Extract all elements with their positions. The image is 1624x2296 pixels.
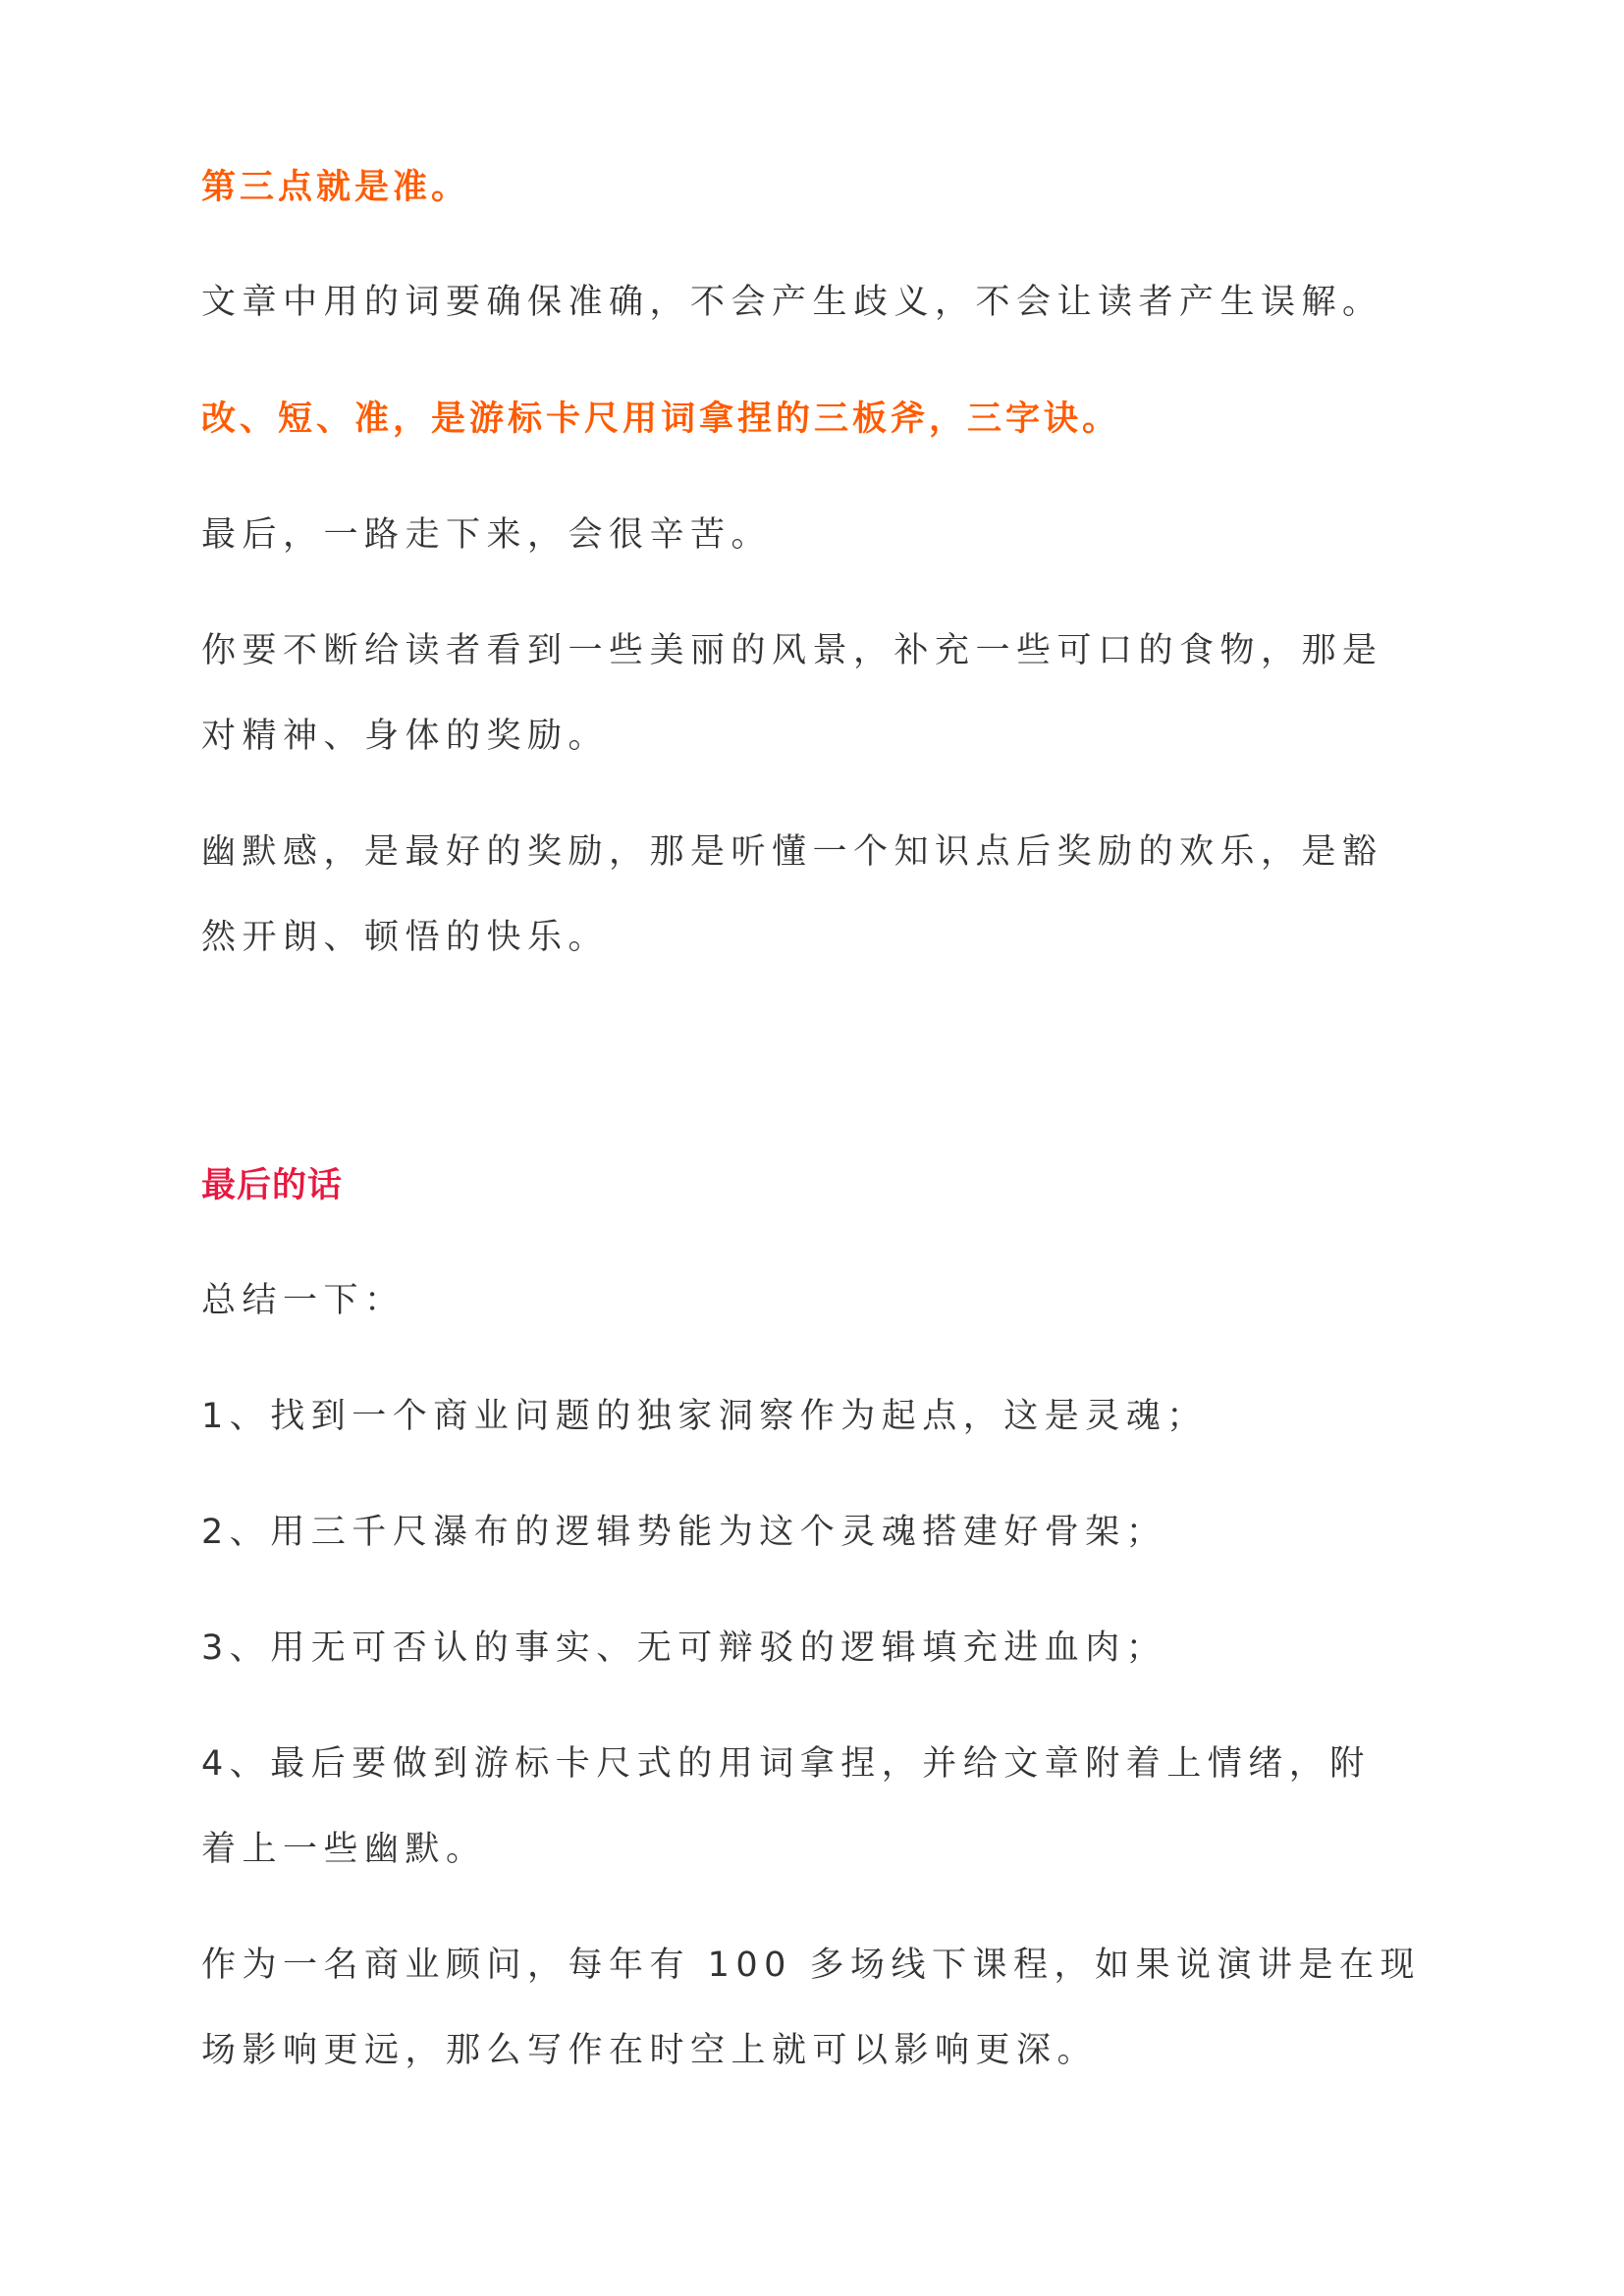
summary-item: 1、找到一个商业问题的独家洞察作为起点，这是灵魂； (201, 1397, 1208, 1436)
humor-paragraph-line-1: 幽默感，是最好的奖励，那是听懂一个知识点后奖励的欢乐，是豁 (201, 832, 1383, 872)
reward-paragraph-line-1: 你要不断给读者看到一些美丽的风景，补充一些可口的食物，那是 (201, 631, 1383, 670)
hard-journey-paragraph: 最后，一路走下来，会很辛苦。 (201, 515, 773, 555)
final-section-title: 最后的话 (201, 1166, 344, 1205)
point-three-heading: 第三点就是准。 (201, 168, 470, 207)
three-axe-summary: 改、短、准，是游标卡尺用词拿捏的三板斧，三字诀。 (201, 400, 1121, 439)
closing-paragraph-line-1: 作为一名商业顾问，每年有 100 多场线下课程，如果说演讲是在现 (201, 1946, 1422, 1985)
humor-paragraph-line-2: 然开朗、顿悟的快乐。 (201, 918, 610, 957)
accuracy-paragraph: 文章中用的词要确保准确，不会产生歧义，不会让读者产生误解。 (201, 283, 1383, 322)
summary-intro: 总结一下： (201, 1281, 406, 1320)
closing-paragraph-line-2: 场影响更远，那么写作在时空上就可以影响更深。 (201, 2031, 1099, 2070)
reward-paragraph-line-2: 对精神、身体的奖励。 (201, 717, 610, 756)
summary-item-line-1: 4、最后要做到游标卡尺式的用词拿捏，并给文章附着上情绪，附 (201, 1744, 1371, 1784)
summary-item: 2、用三千尺瀑布的逻辑势能为这个灵魂搭建好骨架； (201, 1513, 1167, 1552)
summary-item-line-2: 着上一些幽默。 (201, 1830, 487, 1869)
summary-item: 3、用无可否认的事实、无可辩驳的逻辑填充进血肉； (201, 1629, 1167, 1668)
